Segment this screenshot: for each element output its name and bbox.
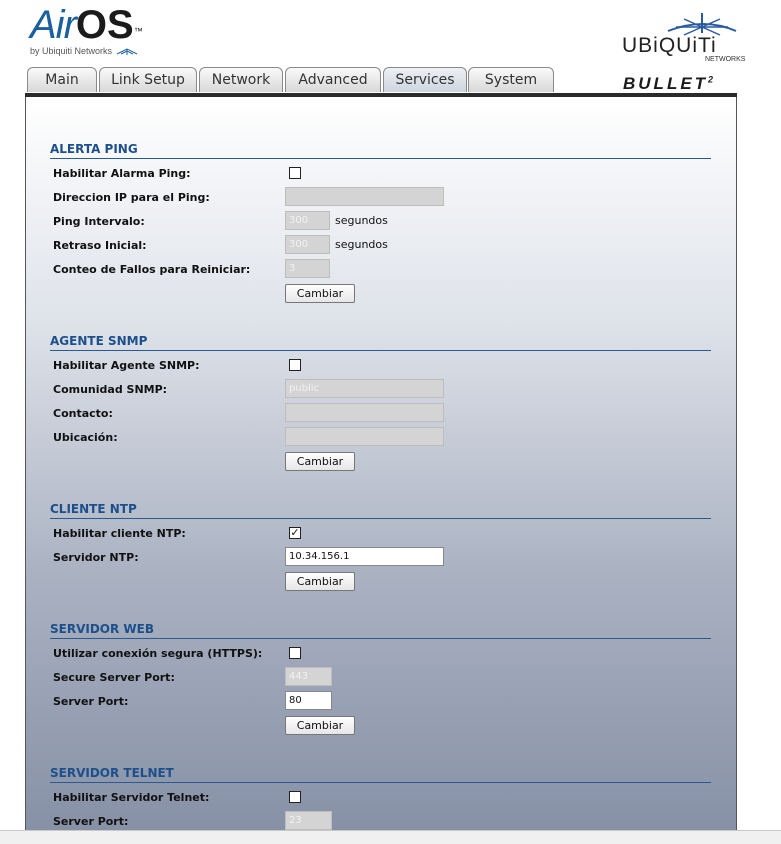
- dish-mini-icon: [115, 48, 139, 56]
- input-ntp-server[interactable]: 10.34.156.1: [285, 547, 444, 566]
- section-title-telnet: SERVIDOR TELNET: [50, 766, 174, 780]
- section-title-web: SERVIDOR WEB: [50, 622, 154, 636]
- input-snmp-community[interactable]: public: [285, 379, 444, 398]
- label-ping-ip: Direccion IP para el Ping:: [53, 191, 210, 204]
- label-ping-interval: Ping Intervalo:: [53, 215, 145, 228]
- unit-interval: segundos: [335, 214, 388, 227]
- input-ping-interval[interactable]: 300: [285, 211, 330, 230]
- tab-services[interactable]: Services: [383, 67, 467, 92]
- checkbox-enable-ntp[interactable]: ✓: [290, 526, 300, 539]
- section-title-ntp: CLIENTE NTP: [50, 502, 137, 516]
- checkbox-enable-ping[interactable]: [289, 167, 301, 179]
- airos-logo: [30, 3, 142, 47]
- input-ping-ip[interactable]: [285, 187, 444, 206]
- tab-link-setup[interactable]: Link Setup: [99, 67, 197, 92]
- label-snmp-community: Comunidad SNMP:: [53, 383, 168, 396]
- tab-network[interactable]: Network: [199, 67, 283, 92]
- services-panel: [25, 97, 737, 830]
- checkbox-https[interactable]: [289, 647, 301, 659]
- horizontal-scrollbar[interactable]: [0, 830, 781, 844]
- logo-tm: ™: [133, 26, 142, 36]
- section-title-ping: ALERTA PING: [50, 142, 138, 156]
- input-fail-count[interactable]: 3: [285, 259, 330, 278]
- checkbox-enable-snmp[interactable]: [289, 359, 301, 371]
- section-divider: [50, 350, 711, 351]
- input-web-port[interactable]: 80: [285, 691, 332, 710]
- section-divider: [50, 782, 711, 783]
- label-secure-port: Secure Server Port:: [53, 671, 175, 684]
- section-divider: [50, 638, 711, 639]
- ubiquiti-networks-text: NETWORKS: [705, 56, 746, 63]
- label-initial-delay: Retraso Inicial:: [53, 239, 147, 252]
- tab-system[interactable]: System: [468, 67, 554, 92]
- cambiar-button-ping[interactable]: Cambiar: [285, 284, 355, 303]
- cambiar-button-snmp[interactable]: Cambiar: [285, 452, 355, 471]
- input-location[interactable]: [285, 427, 444, 446]
- input-secure-port[interactable]: 443: [285, 667, 332, 686]
- bullet-text: BULLET: [623, 74, 709, 93]
- byline-text: by Ubiquiti Networks: [30, 46, 113, 56]
- label-enable-telnet: Habilitar Servidor Telnet:: [53, 791, 210, 804]
- label-enable-snmp: Habilitar Agente SNMP:: [53, 359, 200, 372]
- label-enable-ping: Habilitar Alarma Ping:: [53, 167, 191, 180]
- label-fail-count: Conteo de Fallos para Reiniciar:: [53, 263, 251, 276]
- label-https: Utilizar conexión segura (HTTPS):: [53, 647, 263, 660]
- cambiar-button-ntp[interactable]: Cambiar: [285, 572, 355, 591]
- logo-byline: [30, 46, 139, 56]
- bullet-sup: 2: [708, 74, 717, 85]
- section-title-snmp: AGENTE SNMP: [50, 334, 148, 348]
- label-location: Ubicación:: [53, 431, 118, 444]
- section-divider: [50, 158, 711, 159]
- checkbox-enable-telnet[interactable]: [289, 791, 301, 803]
- tab-main[interactable]: Main: [27, 67, 97, 92]
- input-telnet-port[interactable]: 23: [285, 811, 332, 830]
- label-enable-ntp: Habilitar cliente NTP:: [53, 527, 186, 540]
- header: [0, 0, 781, 95]
- bullet-logo: [623, 74, 716, 94]
- label-telnet-port: Server Port:: [53, 815, 129, 828]
- input-initial-delay[interactable]: 300: [285, 235, 330, 254]
- tab-advanced[interactable]: Advanced: [285, 67, 381, 92]
- label-web-port: Server Port:: [53, 695, 129, 708]
- unit-delay: segundos: [335, 238, 388, 251]
- cambiar-button-web[interactable]: Cambiar: [285, 716, 355, 735]
- ubiquiti-logo-text: UBiQUiTi: [622, 34, 717, 57]
- input-contact[interactable]: [285, 403, 444, 422]
- section-divider: [50, 518, 711, 519]
- logo-air-text: Air: [30, 3, 76, 47]
- label-contact: Contacto:: [53, 407, 113, 420]
- logo-os-text: OS: [75, 3, 134, 47]
- label-ntp-server: Servidor NTP:: [53, 551, 139, 564]
